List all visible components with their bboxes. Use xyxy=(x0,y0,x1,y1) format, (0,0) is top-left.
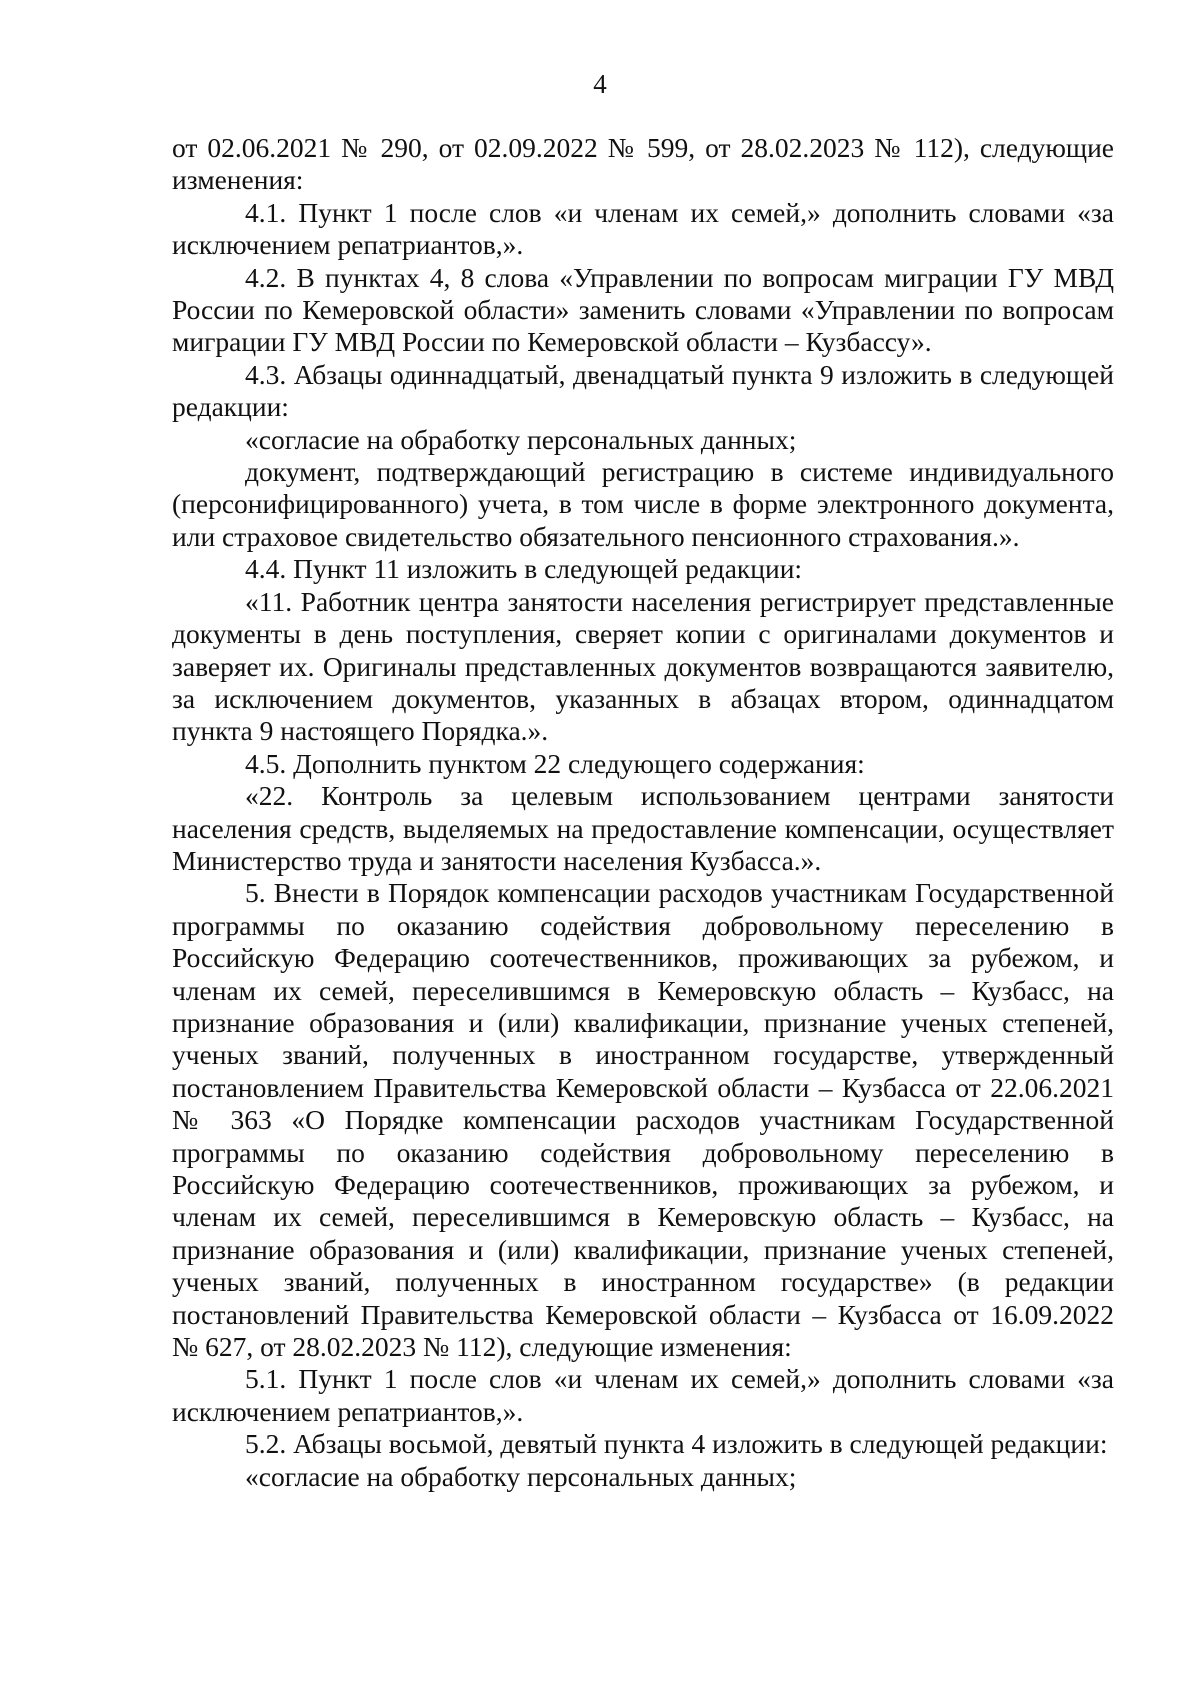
paragraph: «22. Контроль за целевым использованием центрами занятости населения средств, выделяемых на предоставление компенсации, осуществляет Министерство труда и занятости населения Кузбасса.». xyxy=(172,780,1114,876)
paragraph: 5. Внести в Порядок компенсации расходов участникам Государственной программы по оказанию содействия добровольному переселению в Российскую Федерацию соотечественников, проживающих за рубежом, и членам их семей, переселившимся в Кемеровскую область – Кузбасс, на признание образования и (или) квалификации, признание ученых степеней, ученых званий, полученных в иностранном государстве, утвержденный постановлением Правительства Кемеровской области – Кузбасса от 22.06.2021 № 363 «О Порядке компенсации расходов участникам Государственной программы по оказанию содействия добровольному переселению в Российскую Федерацию соотечественников, проживающих за рубежом, и членам их семей, переселившимся в Кемеровскую область – Кузбасс, на признание образования и (или) квалификации, признание ученых степеней, ученых званий, полученных в иностранном государстве» (в редакции постановлений Правительства Кемеровской области – Кузбасса от 16.09.2022 № 627, от 28.02.2023 № 112), следующие изменения: xyxy=(172,877,1114,1363)
paragraph: 4.4. Пункт 11 изложить в следующей редакции: xyxy=(245,553,803,585)
paragraph: «согласие на обработку персональных данных; xyxy=(245,1460,797,1492)
paragraph: «11. Работник центра занятости населения регистрирует представленные документы в день поступления, сверяет копии с оригиналами документов и заверяет их. Оригиналы представленных документов возвращаются заявителю, за исключением документов, указанных в абзацах втором, одиннадцатом пункта 9 настоящего Порядка.». xyxy=(172,585,1114,747)
paragraph: «согласие на обработку персональных данных; xyxy=(245,423,797,455)
document-body xyxy=(172,132,1114,1493)
paragraph: 4.1. Пункт 1 после слов «и членам их семей,» дополнить словами «за исключением репатриантов,». xyxy=(172,196,1114,261)
paragraph: 5.1. Пункт 1 после слов «и членам их семей,» дополнить словами «за исключением репатриантов,». xyxy=(172,1363,1114,1427)
paragraph: 4.3. Абзацы одиннадцатый, двенадцатый пункта 9 изложить в следующей редакции: xyxy=(172,358,1114,423)
paragraph: документ, подтверждающий регистрацию в системе индивидуального (персонифицированного) учета, в том числе в форме электронного документа, или страховое свидетельство обязательного пенсионного страхования.». xyxy=(172,456,1114,552)
paragraph: от 02.06.2021 № 290, от 02.09.2022 № 599, от 28.02.2023 № 112), следующие изменения: xyxy=(172,132,1114,196)
paragraph: 4.5. Дополнить пунктом 22 следующего содержания: xyxy=(245,747,865,779)
page-number: 4 xyxy=(593,69,607,99)
paragraph: 4.2. В пунктах 4, 8 слова «Управлении по вопросам миграции ГУ МВД России по Кемеровской области» заменить словами «Управлении по вопросам миграции ГУ МВД России по Кемеровской области – Кузбассу». xyxy=(172,261,1114,358)
paragraph: 5.2. Абзацы восьмой, девятый пункта 4 изложить в следующей редакции: xyxy=(245,1428,1108,1460)
